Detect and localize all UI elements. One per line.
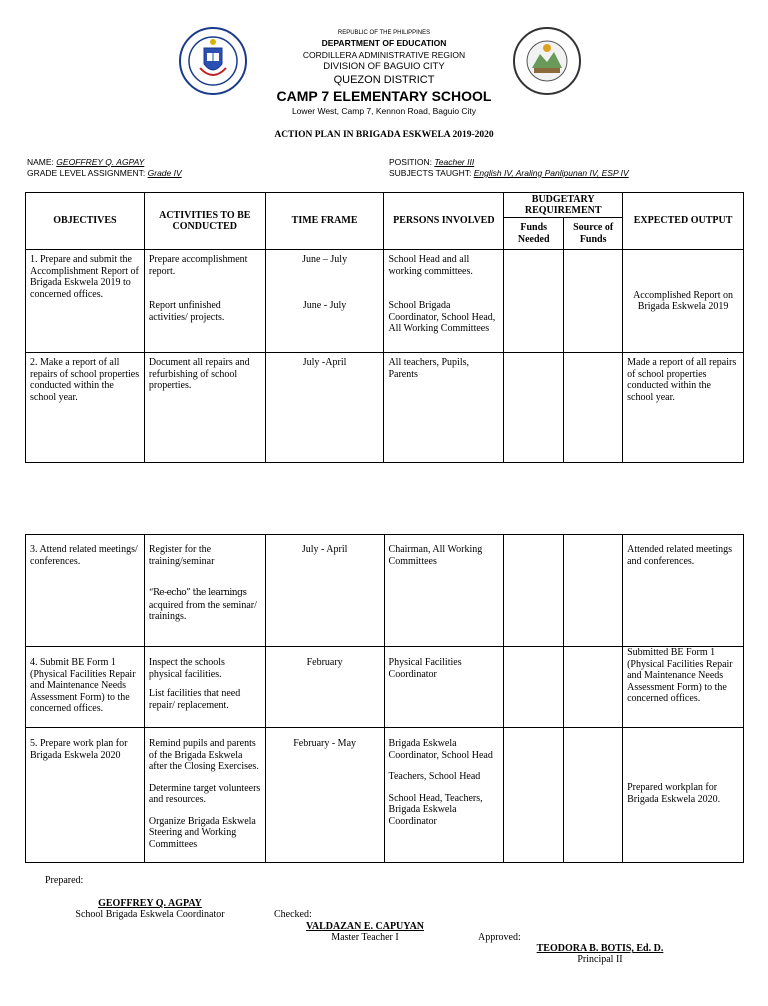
subjects-line (389, 168, 629, 178)
header-source: Source of Funds (564, 218, 623, 250)
activity-text: Register for the training/seminar (148, 544, 215, 567)
prepared-label: Prepared: (45, 875, 84, 886)
region-line: CORDILLERA ADMINISTRATIVE REGION (302, 50, 466, 60)
name-label: NAME: (27, 157, 54, 167)
header-time-frame: TIME FRAME (265, 193, 384, 250)
persons-text: School Head, Teachers, Brigada Eskwela Coordinator (388, 792, 483, 827)
activity-cell (145, 250, 265, 327)
header-funds-needed: Funds Needed (504, 218, 564, 250)
funds-cell (504, 535, 564, 647)
name-value: GEOFFREY Q. AGPAY (56, 157, 145, 167)
time-cell (266, 250, 384, 315)
activity-cell: Document all repairs and refurbishing of school properties. (148, 357, 250, 391)
table-row (26, 728, 744, 863)
subjects-value: English IV, Araling Panlipunan IV, ESP IV (473, 168, 629, 178)
objective-cell: 3. Attend related meetings/ conferences. (30, 544, 138, 567)
prepared-name: GEOFFREY Q. AGPAY (98, 898, 202, 909)
activity-text: Prepare accomplishment report. (148, 254, 248, 277)
prepared-title: School Brigada Eskwela Coordinator (75, 909, 225, 920)
checked-block (290, 921, 440, 943)
position-value: Teacher III (434, 157, 475, 167)
approved-title: Principal II (577, 954, 623, 965)
grade-line (27, 168, 182, 178)
district-line: QUEZON DISTRICT (333, 74, 435, 86)
source-cell (564, 535, 623, 647)
header-output: EXPECTED OUTPUT (623, 193, 744, 250)
persons-cell: Physical Facilities Coordinator (388, 657, 462, 680)
persons-cell (385, 728, 504, 831)
source-cell (564, 728, 623, 863)
source-cell (564, 250, 623, 353)
output-cell: Attended related meetings and conferences. (627, 544, 733, 567)
output-cell: Submitted BE Form 1 (Physical Facilities Repair and Maintenance Needs Assessment Form) to the concerned offices. (627, 647, 733, 704)
persons-text: School Head and all working committees. (388, 254, 473, 277)
persons-text: Teachers, School Head (388, 771, 481, 782)
header-activities: ACTIVITIES TO BE CONDUCTED (144, 193, 265, 250)
source-cell (564, 647, 623, 728)
checked-name: VALDAZAN E. CAPUYAN (305, 921, 425, 932)
activity-cell (145, 728, 265, 854)
objective-cell: 1. Prepare and submit the Accomplishment Report of Brigada Eskwela 2019 to concerned offices. (30, 254, 139, 300)
header-objectives: OBJECTIVES (26, 193, 145, 250)
name-line (27, 157, 144, 167)
objective-cell: 5. Prepare work plan for Brigada Eskwela 2020 (30, 738, 128, 761)
persons-cell: All teachers, Pupils, Parents (388, 357, 469, 380)
activity-text: “Re-echo” the learnings (148, 588, 247, 598)
activity-text: Report unfinished activities/ projects. (148, 300, 225, 323)
school-name: CAMP 7 ELEMENTARY SCHOOL (276, 88, 492, 104)
table-row (26, 647, 744, 728)
action-plan-table-top (25, 192, 744, 463)
table-row (26, 535, 744, 647)
funds-cell (504, 647, 564, 728)
table-row (26, 353, 744, 463)
subjects-label: SUBJECTS TAUGHT: (389, 168, 472, 178)
approved-label: Approved: (478, 932, 521, 943)
persons-cell: Chairman, All Working Committees (388, 544, 483, 567)
republic-line: REPUBLIC OF THE PHILIPPINES (337, 30, 431, 36)
grade-value: Grade IV (147, 168, 182, 178)
header-budget: BUDGETARY REQUIREMENT (504, 193, 623, 218)
persons-text: School Brigada Coordinator, School Head, All Working Committees (388, 300, 496, 334)
prepared-block (60, 898, 240, 920)
activity-cell (145, 647, 265, 715)
time-cell: February (306, 657, 343, 668)
persons-text: Brigada Eskwela Coordinator, School Head (388, 738, 493, 761)
time-text: June – July (302, 254, 348, 265)
activity-text: acquired from the seminar/ trainings. (148, 599, 257, 622)
activity-text: List facilities that need repair/ replacement. (148, 688, 241, 711)
table-row (26, 250, 744, 353)
time-cell: February - May (293, 738, 357, 749)
time-cell: July -April (302, 357, 347, 368)
activity-text: Organize Brigada Eskwela Steering and Working Committees (148, 815, 256, 850)
source-cell (564, 353, 623, 463)
funds-cell (504, 250, 564, 353)
division-line: DIVISION OF BAGUIO CITY (323, 61, 445, 72)
persons-cell (384, 250, 503, 339)
school-address: Lower West, Camp 7, Kennon Road, Baguio City (291, 106, 477, 116)
time-cell: July - April (301, 544, 348, 555)
checked-label: Checked: (274, 909, 312, 920)
approved-block (520, 943, 680, 965)
header-persons: PERSONS INVOLVED (384, 193, 504, 250)
checked-title: Master Teacher I (331, 932, 399, 943)
output-cell: Accomplished Report on Brigada Eskwela 2019 (633, 289, 734, 312)
department-line: DEPARTMENT OF EDUCATION (321, 38, 447, 48)
output-cell: Prepared workplan for Brigada Eskwela 2020. (627, 782, 721, 805)
activity-text: Inspect the schools physical facilities. (148, 657, 225, 680)
objective-cell: 2. Make a report of all repairs of school properties conducted within the school year. (30, 357, 140, 403)
activity-text: Remind pupils and parents of the Brigada Eskwela after the Closing Exercises. (148, 738, 259, 772)
time-text: June - July (302, 299, 347, 311)
position-line (389, 157, 474, 167)
action-plan-table-bottom (25, 534, 744, 863)
document-title: ACTION PLAN IN BRIGADA ESKWELA 2019-2020 (274, 130, 494, 140)
approved-name: TEODORA B. BOTIS, Ed. D. (536, 943, 664, 954)
funds-cell (504, 353, 564, 463)
grade-label: GRADE LEVEL ASSIGNMENT: (27, 168, 146, 178)
activity-text: Determine target volunteers and resources. (148, 782, 261, 805)
activity-cell (145, 535, 265, 627)
funds-cell (504, 728, 564, 863)
objective-cell: 4. Submit BE Form 1 (Physical Facilities Repair and Maintenance Needs Assessment Form) to the concerned offices. (30, 657, 136, 714)
position-label: POSITION: (389, 157, 432, 167)
output-cell: Made a report of all repairs of school properties conducted within the school year. (627, 357, 737, 403)
